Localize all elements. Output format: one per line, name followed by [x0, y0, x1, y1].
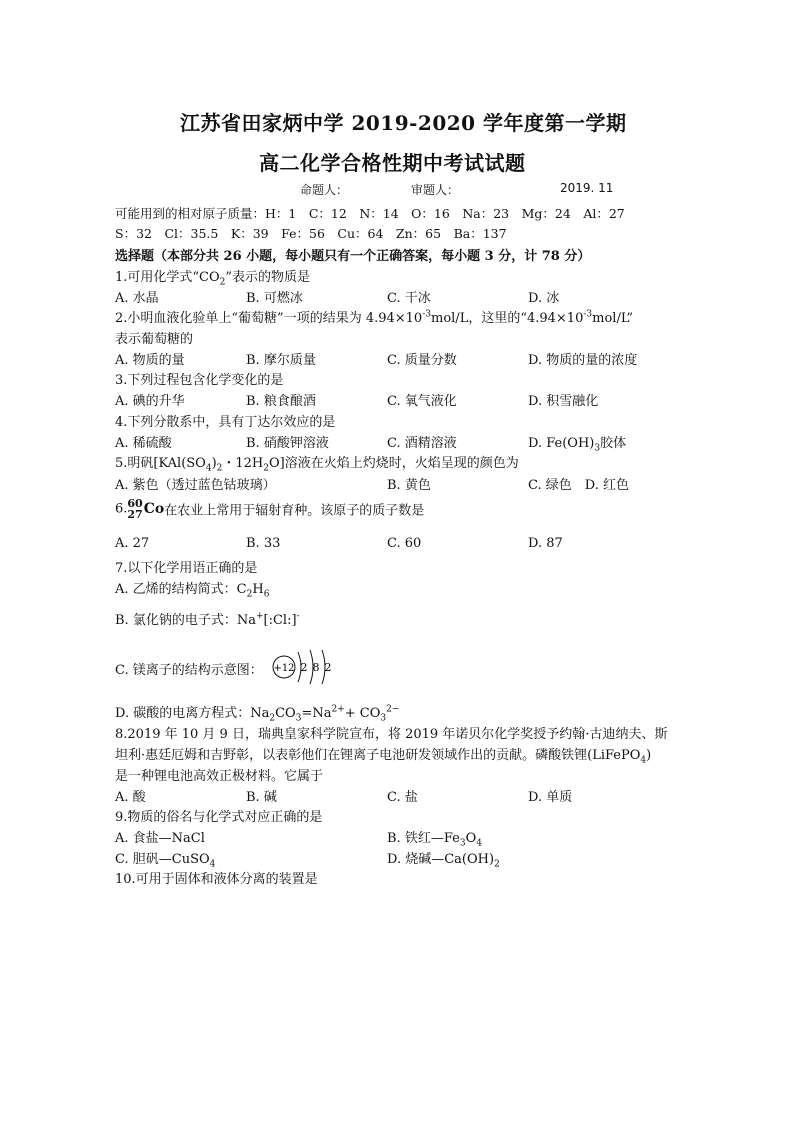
exam-title-line2: 高二化学合格性期中考试试题 — [259, 151, 526, 175]
question-4-option-d[interactable]: D. $Fe(OH)_3$胶体 — [528, 436, 627, 454]
question-8-option-b[interactable]: B. 碱 — [246, 790, 277, 805]
question-3-option-c[interactable]: C. 氧气液化 — [387, 394, 457, 409]
exam-title-line1: 江苏省田家炳中学 2019-2020 学年度第一学期 — [180, 111, 627, 135]
question-2-stem: 2.小明血液化验单上“葡萄糖”一项的结果为 $4.94\times 10^{-3}mol/L$，这里的“$4.94\times 10^{-3}mol/L$” — [115, 309, 633, 326]
question-9-option-a[interactable]: A. 食盐—NaCl — [115, 831, 205, 846]
question-3-option-b[interactable]: B. 粮食酿酒 — [246, 394, 316, 409]
electron-formula-cl: [:Cl:] — [263, 613, 297, 628]
question-2-option-b[interactable]: B. 摩尔质量 — [246, 353, 316, 368]
question-4-option-b[interactable]: B. 硝酸钾溶液 — [246, 436, 329, 451]
question-1-option-c[interactable]: C. 干冰 — [387, 291, 431, 306]
question-1-option-d[interactable]: D. 冰 — [528, 291, 560, 306]
question-3-option-d[interactable]: D. 积雪融化 — [528, 394, 599, 409]
question-6-option-c[interactable]: C. 60 — [387, 536, 422, 551]
reviewer-label: 审题人： — [411, 183, 460, 197]
question-10-stem: 10.可用于固体和液体分离的装置是 — [115, 872, 318, 887]
question-4-option-a[interactable]: A. 稀硫酸 — [115, 436, 172, 451]
question-9-option-c[interactable]: C. 胆矾—CuSO$_4$ — [115, 852, 216, 870]
electron-formula-na: Na — [236, 613, 256, 628]
question-2-option-a[interactable]: A. 物质的量 — [115, 353, 185, 368]
mg-shell-2: 8 — [312, 661, 320, 674]
question-1-option-a[interactable]: A. 水晶 — [115, 291, 159, 306]
question-9-stem: 9.物质的俗名与化学式对应正确的是 — [115, 810, 323, 825]
nuclide-numbers: 60 27 — [127, 497, 143, 521]
question-5-stem: 5.明矾[$KAl(SO_4)_2$・$12H_2O$]溶液在火焰上灼烧时，火焰呈现的颜色为 — [115, 456, 519, 474]
question-6-option-a[interactable]: A. 27 — [115, 536, 150, 551]
nuclide-symbol: Co — [143, 501, 165, 517]
mg-shell-1: 2 — [300, 661, 308, 674]
atomic-masses-line2: S：32 Cl：35.5 K：39 Fe：56 Cu：64 Zn：65 Ba：137 — [115, 226, 507, 241]
question-1-option-b[interactable]: B. 可燃冰 — [246, 291, 303, 306]
question-7-option-b[interactable]: B. 氯化钠的电子式：Na+[:Cl:]- — [115, 611, 300, 628]
mg-ion-structure-diagram — [270, 644, 340, 690]
question-5-option-a[interactable]: A. 紫色（透过蓝色钴玻璃） — [115, 478, 276, 493]
question-8-stem-line3: 是一种锂电池高效正极材料。它属于 — [115, 769, 324, 784]
exam-date: 2019. 11 — [560, 181, 614, 195]
question-8-option-c[interactable]: C. 盐 — [387, 790, 418, 805]
question-4-stem: 4.下列分散系中，具有丁达尔效应的是 — [115, 415, 336, 430]
question-7-option-a[interactable]: A. 乙烯的结构简式：$C_2H_6$ — [115, 582, 270, 600]
section-heading: 选择题（本部分共 26 小题，每小题只有一个正确答案，每小题 3 分，计 78 分） — [115, 249, 591, 264]
question-5-option-cd[interactable]: C. 绿色 D. 红色 — [528, 478, 629, 493]
question-6-stem: 6. 60 27 Co在农业上常用于辐射育种。该原子的质子数是 — [115, 497, 425, 521]
mg-nucleus-label: +12 — [273, 663, 295, 674]
question-6-option-d[interactable]: D. 87 — [528, 536, 563, 551]
mg-shell-3: 2 — [324, 661, 332, 674]
author-label: 命题人： — [300, 183, 349, 197]
question-2-stem-line2: 表示葡萄糖的 — [115, 332, 194, 347]
question-1-stem: 1.可用化学式“$CO_2$”表示的物质是 — [115, 270, 311, 288]
question-3-option-a[interactable]: A. 碘的升华 — [115, 394, 185, 409]
question-3-stem: 3.下列过程包含化学变化的是 — [115, 373, 284, 388]
question-8-option-a[interactable]: A. 酸 — [115, 790, 146, 805]
question-8-stem-line2: 坦利·惠廷厄姆和吉野彰，以表彰他们在锂离子电池研发领域作出的贡献。磷酸铁锂(LiFePO$_4$) — [115, 748, 652, 766]
question-2-option-d[interactable]: D. 物质的量的浓度 — [528, 353, 638, 368]
question-9-option-d[interactable]: D. 烧碱$—Ca(OH)_2$ — [387, 852, 500, 870]
question-6-option-b[interactable]: B. 33 — [246, 536, 281, 551]
question-7-stem: 7.以下化学用语正确的是 — [115, 561, 258, 576]
question-8-option-d[interactable]: D. 单质 — [528, 790, 573, 805]
question-7-option-d[interactable]: D. 碳酸的电离方程式：$Na_2CO_3=Na^{2+}+ CO_3^{2-}$ — [115, 704, 400, 724]
question-4-option-c[interactable]: C. 酒精溶液 — [387, 436, 457, 451]
question-5-option-b[interactable]: B. 黄色 — [387, 478, 431, 493]
question-8-stem-line1: 8.2019 年 10 月 9 日，瑞典皇家科学院宣布，将 2019 年诺贝尔化学奖授予约翰·古迪纳夫、斯 — [115, 727, 668, 742]
atomic-masses-line1: 可能用到的相对原子质量：H：1 C：12 N：14 O：16 Na：23 Mg：24 Al：27 — [115, 206, 625, 221]
question-7-option-c[interactable]: C. 镁离子的结构示意图： — [115, 663, 263, 678]
question-9-option-b[interactable]: B. 铁红$—Fe_3O_4$ — [387, 831, 482, 849]
question-2-option-c[interactable]: C. 质量分数 — [387, 353, 457, 368]
